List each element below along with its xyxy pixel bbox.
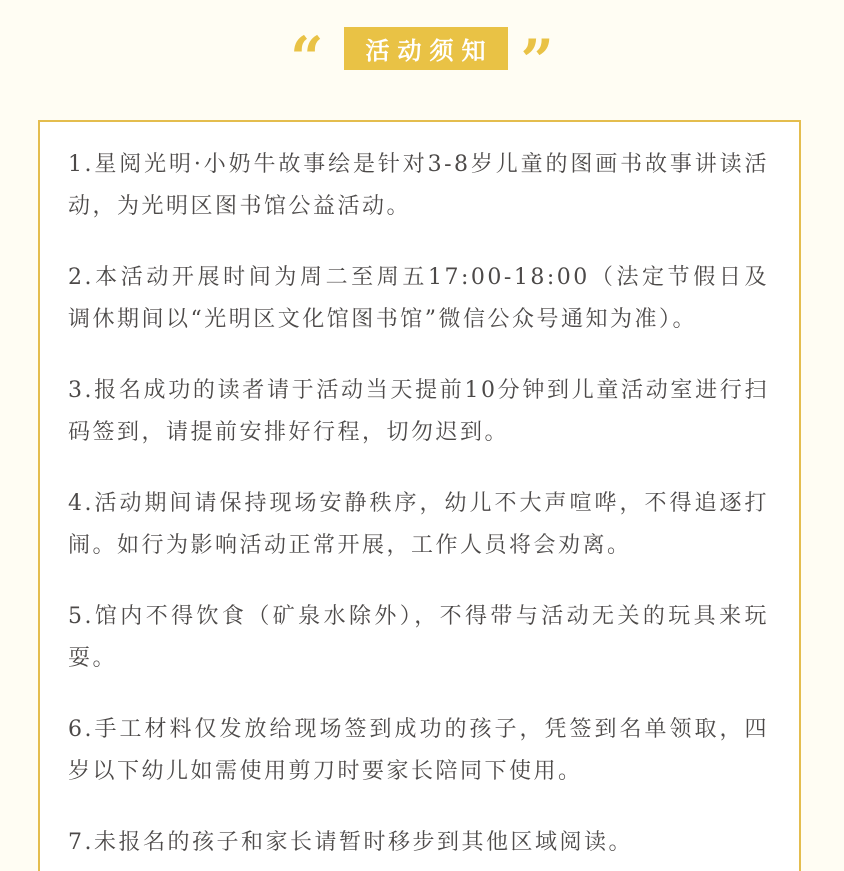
notice-item-5: 5.馆内不得饮食（矿泉水除外），不得带与活动无关的玩具来玩耍。	[68, 604, 769, 671]
notice-box	[38, 120, 801, 871]
close-quote-icon: ”	[520, 27, 554, 95]
notice-item-7: 7.未报名的孩子和家长请暂时移步到其他区域阅读。	[68, 830, 633, 855]
notice-item-3: 3.报名成功的读者请于活动当天提前10分钟到儿童活动室进行扫码签到，请提前安排好行程，切勿迟到。	[68, 378, 769, 445]
notice-title: 活动须知	[365, 38, 494, 65]
notice-header	[0, 0, 844, 95]
notice-item-4: 4.活动期间请保持现场安静秩序，幼儿不大声喧哗，不得追逐打闹。如行为影响活动正常开展，工作人员将会劝离。	[68, 491, 769, 558]
notice-item-6: 6.手工材料仅发放给现场签到成功的孩子，凭签到名单领取，四岁以下幼儿如需使用剪刀时要家长陪同下使用。	[68, 717, 769, 784]
notice-item-1: 1.星阅光明·小奶牛故事绘是针对3-8岁儿童的图画书故事讲读活动，为光明区图书馆公益活动。	[68, 152, 769, 219]
open-quote-icon: “	[290, 24, 324, 92]
notice-title-badge	[344, 27, 508, 70]
notice-item-2: 2.本活动开展时间为周二至周五17:00-18:00（法定节假日及调休期间以“光明区文化馆图书馆”微信公众号通知为准）。	[68, 265, 769, 332]
